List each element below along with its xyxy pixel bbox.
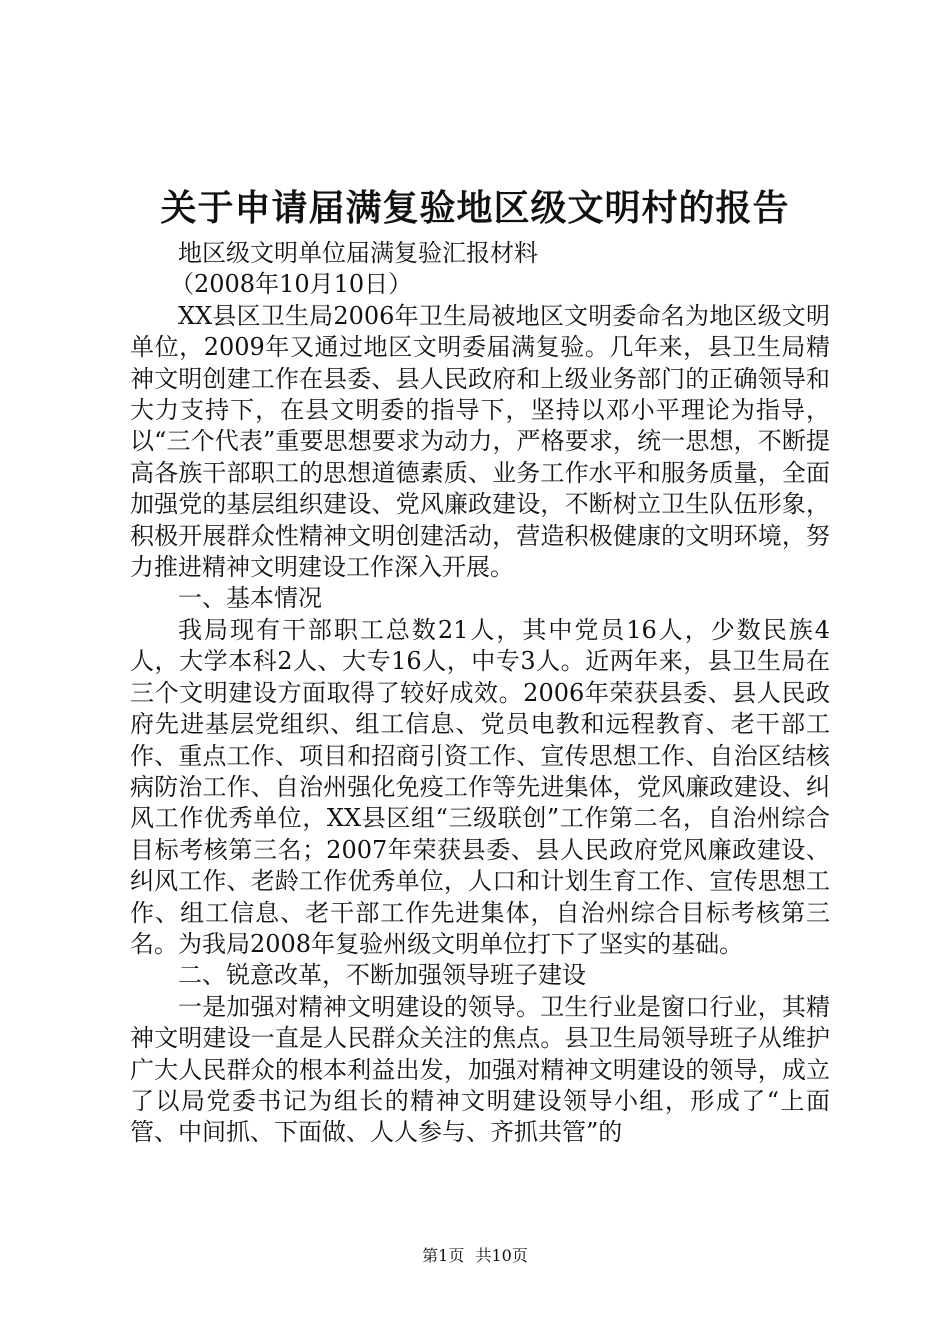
- document-body: [130, 238, 830, 1149]
- page-number-total: 共10页: [475, 1246, 528, 1265]
- paragraph-basic-situation: 我局现有干部职工总数21人，其中党员16人，少数民族4人，大学本科2人、大专16人，中专3人。近两年来，县卫生局在三个文明建设方面取得了较好成效。2006年荣获县委、县人民政府先进基层党组织、组工信息、党员电教和远程教育、老干部工作、重点工作、项目和招商引资工作、宣传思想工作、自治区结核病防治工作、自治州强化免疫工作等先进集体，党风廉政建设、纠风工作优秀单位，XX县区组“三级联创”工作第二名，自治州综合目标考核第三名；2007年荣获县委、县人民政府党风廉政建设、纠风工作、老龄工作优秀单位，人口和计划生育工作、宣传思想工作、组工信息、老干部工作先进集体，自治州综合目标考核第三名。为我局2008年复验州级文明单位打下了坚实的基础。: [130, 615, 830, 958]
- document-date: （2008年10月10日）: [170, 270, 413, 299]
- section-heading-reform: 二、锐意改革，不断加强领导班子建设: [178, 961, 586, 990]
- page-number-current: 第1页: [422, 1246, 465, 1265]
- document-subtitle: 地区级文明单位届满复验汇报材料: [178, 239, 538, 267]
- paragraph-intro: XX县区卫生局2006年卫生局被地区文明委命名为地区级文明单位，2009年又通过地区文明委届满复验。几年来，县卫生局精神文明创建工作在县委、县人民政府和上级业务部门的正确领导和大力支持下，在县文明委的指导下，坚持以邓小平理论为指导，以“三个代表”重要思想要求为动力，严格要求，统一思想，不断提高各族干部职工的思想道德素质、业务工作水平和服务质量，全面加强党的基层组织建设、党风廉政建设，不断树立卫生队伍形象，积极开展群众性精神文明创建活动，营造积极健康的文明环境，努力推进精神文明建设工作深入开展。: [130, 301, 830, 582]
- paragraph-leadership: 一是加强对精神文明建设的领导。卫生行业是窗口行业，其精神文明建设一直是人民群众关注的焦点。县卫生局领导班子从维护广大人民群众的根本利益出发，加强对精神文明建设的领导，成立了以局党委书记为组长的精神文明建设领导小组，形成了“上面管、中间抓、下面做、人人参与、齐抓共管”的: [130, 992, 830, 1147]
- page-footer: [0, 1245, 950, 1267]
- document-title: 关于申请届满复验地区级文明村的报告: [160, 187, 790, 229]
- section-heading-basic: 一、基本情况: [178, 584, 322, 613]
